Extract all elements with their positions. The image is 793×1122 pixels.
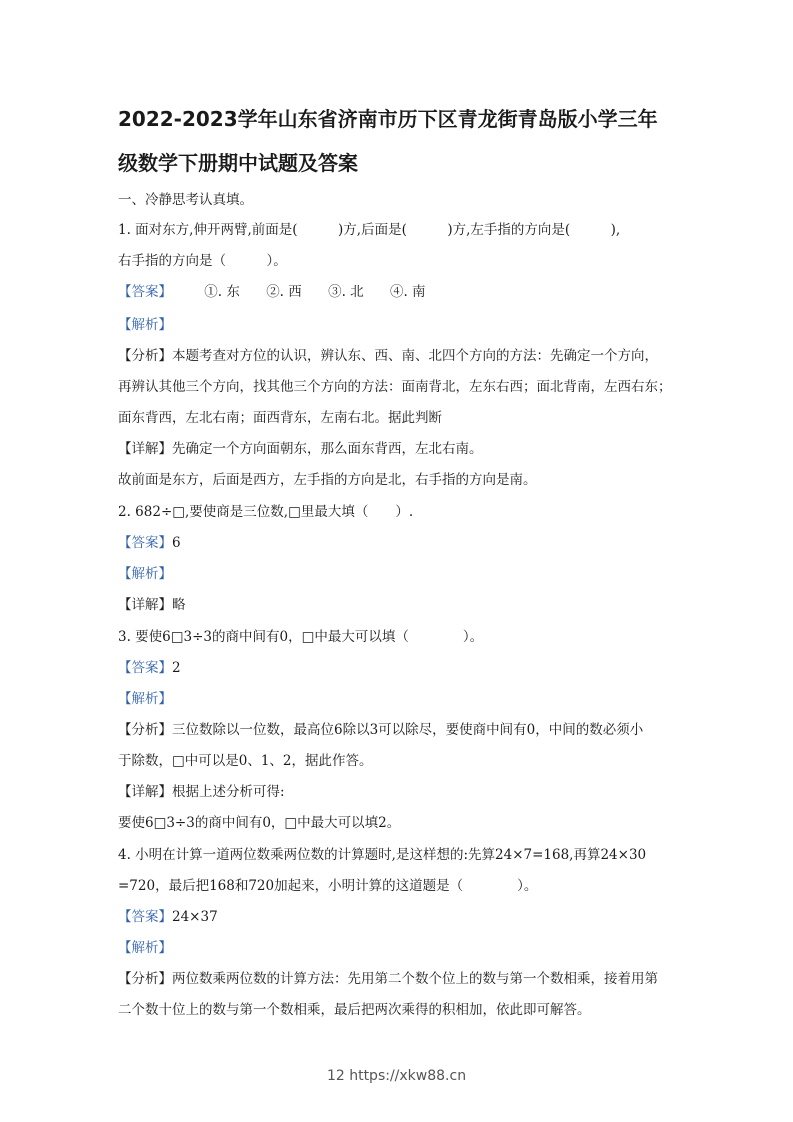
title-line-2: 级数学下册期中试题及答案 xyxy=(118,151,358,175)
q1-fenxi-line-1 xyxy=(118,344,683,364)
q4-analysis-tag: 【解析】 xyxy=(118,940,172,956)
q1-detail-line-1 xyxy=(118,437,683,457)
q4-fenxi-line-2: 二个数十位上的数与第一个数相乘，最后把两次乘得的积相加，依此即可解答。 xyxy=(118,1002,591,1018)
option-2: ②. 西 xyxy=(266,284,302,300)
answer-tag: 【答案】 xyxy=(118,909,172,925)
answer-tag: 【答案】 xyxy=(118,535,172,551)
q3-answer xyxy=(118,656,683,676)
answer-value: 6 xyxy=(172,535,181,551)
q3-detail-line-2: 要使6□3÷3的商中间有0，□中最大可以填2。 xyxy=(118,815,401,831)
answer-value: 2 xyxy=(172,660,181,676)
q1-analysis-tag: 【解析】 xyxy=(118,317,172,333)
option-3: ③. 北 xyxy=(328,284,364,300)
detail-text: 略 xyxy=(172,597,186,613)
q1-text-line-2: 右手指的方向是（ ）。 xyxy=(118,253,287,269)
q3-fenxi-line-2: 于除数，□中可以是0、1、2，据此作答。 xyxy=(118,753,373,769)
q4-answer xyxy=(118,905,683,925)
q1-fenxi-line-2: 再辨认其他三个方向，找其他三个方向的方法：面南背北，左东右西；面北背南，左西右东； xyxy=(118,379,672,395)
q4-text-line-2: =720，最后把168和720加起来，小明计算的这道题是（ ）。 xyxy=(118,878,538,894)
detail-tag: 【详解】 xyxy=(118,597,172,613)
q3-detail-line-1 xyxy=(118,780,683,800)
q1-text-line-1: 1. 面对东方,伸开两臂,前面是( )方,后面是( )方,左手指的方向是( ), xyxy=(118,222,621,238)
fenxi-tag: 【分析】 xyxy=(118,971,172,987)
page-title xyxy=(118,97,688,185)
option-1: ①. 东 xyxy=(204,284,240,300)
q1-answer xyxy=(118,280,683,300)
fenxi-text: 三位数除以一位数，最高位6除以3可以除尽，要使商中间有0，中间的数必须小 xyxy=(172,722,644,738)
answer-tag: 【答案】 xyxy=(118,660,172,676)
q3-text: 3. 要使6□3÷3的商中间有0，□中最大可以填（ ）。 xyxy=(118,629,484,645)
option-4: ④. 南 xyxy=(389,284,426,300)
q2-detail xyxy=(118,593,683,613)
section-heading: 一、冷静思考认真填。 xyxy=(118,192,253,208)
detail-tag: 【详解】 xyxy=(118,441,172,457)
answer-value: 24×37 xyxy=(172,909,218,925)
q2-analysis-tag: 【解析】 xyxy=(118,566,172,582)
detail-tag: 【详解】 xyxy=(118,784,172,800)
q2-text: 2. 682÷□,要使商是三位数,□里最大填（ ）. xyxy=(118,504,414,520)
q3-analysis-tag: 【解析】 xyxy=(118,691,172,707)
q1-detail-line-2: 故前面是东方，后面是西方，左手指的方向是北，右手指的方向是南。 xyxy=(118,472,537,488)
q4-text-line-1: 4. 小明在计算一道两位数乘两位数的计算题时,是这样想的:先算24×7=168,再算24×30 xyxy=(118,847,647,863)
page-footer: 12 https://xkw88.cn xyxy=(326,1068,467,1084)
fenxi-text: 本题考查对方位的认识，辨认东、西、南、北四个方向的方法：先确定一个方向， xyxy=(172,348,658,364)
q1-fenxi-line-3: 面东背西，左北右南；面西背东，左南右北。据此判断 xyxy=(118,410,442,426)
title-line-1: 2022-2023学年山东省济南市历下区青龙街青岛版小学三年 xyxy=(118,107,658,131)
q3-fenxi-line-1 xyxy=(118,718,683,738)
detail-text: 先确定一个方向面朝东，那么面东背西，左北右南。 xyxy=(172,441,483,457)
detail-text: 根据上述分析可得: xyxy=(172,784,285,800)
fenxi-text: 两位数乘两位数的计算方法：先用第二个数个位上的数与第一个数相乘，接着用第 xyxy=(172,971,658,987)
fenxi-tag: 【分析】 xyxy=(118,722,172,738)
q2-answer xyxy=(118,531,683,551)
q4-fenxi-line-1 xyxy=(118,967,683,987)
answer-tag: 【答案】 xyxy=(118,284,172,300)
fenxi-tag: 【分析】 xyxy=(118,348,172,364)
